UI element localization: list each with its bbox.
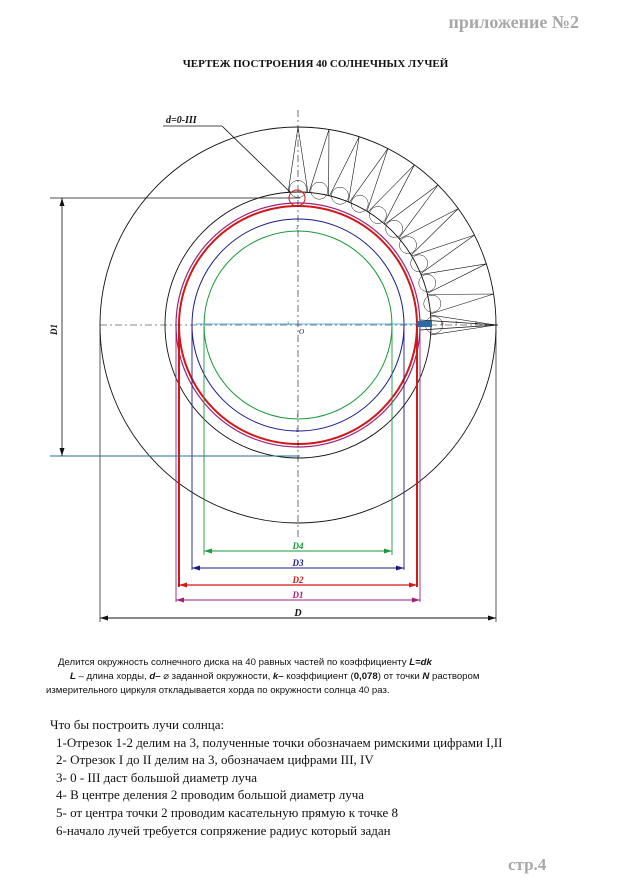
ray-base-arc [332,187,349,204]
mark-label: 1 [296,415,299,420]
step-2: 2- Отрезок I до II делим на 3, обозначаем цифрами III, IV [56,752,374,768]
step-3: 3- 0 - III даст большой диаметр луча [56,769,258,785]
center-label: O [299,328,305,336]
symbol-n: N [422,671,430,682]
description-text-2d: ) от точки [377,671,423,682]
callout-label: d=0-III [166,115,197,126]
description-text-1: Делится окружность солнечного диска на 40 равных частей по коэффициенту [58,657,410,668]
description-line-2 [46,670,566,684]
description-text-2a: – длина хорды, [75,671,150,682]
mark-label: 2 [296,226,299,231]
appendix-label: приложение №2 [448,12,579,32]
description [46,656,566,698]
ray [385,185,438,238]
step-5: 5- от центра точки 2 проводим касательную прямую к точке 8 [56,804,398,820]
ray-base-arc [419,275,436,292]
symbol-k: k– [272,671,284,682]
ray-base-arc [386,220,403,237]
dim-label-d1: D1 [292,590,304,600]
mark-label: 4 [390,322,393,327]
mark-label: 5 [296,429,299,434]
ray-base-arc [369,207,386,224]
dim-label-d4: D4 [292,541,304,551]
mark-label: 6 [441,322,444,327]
description-text-2c: коэффициент ( [283,671,354,682]
instructions-heading: Что бы построить лучи солнца: [50,717,225,732]
callout-leader [163,126,305,206]
ray [400,209,459,256]
small-marks [287,226,478,434]
description-line-1 [46,656,566,670]
ray-base-arc [424,295,441,312]
ray [349,149,388,212]
dim-label-d3: D3 [292,558,304,568]
step-6: 6-начало лучей требуется сопряжение радиус который задан [56,822,391,838]
vertical-dimension-d1 [50,198,300,456]
instructions [50,716,610,839]
ray [368,165,415,224]
ray-base-arc [400,237,417,254]
page-number: стр.4 [508,855,547,874]
ray [421,264,486,294]
step-4: 4- В центре деления 2 проводим большой диаметр луча [56,787,365,803]
description-text-2e: раствором [429,671,480,682]
mark-label: 7 [455,322,458,327]
dim-label-d: D [294,608,302,619]
vertical-dim-label: D1 [49,324,59,335]
ray-base-arc [311,182,328,199]
coefficient: 0,078 [353,671,378,682]
mark-label: 3 [287,322,290,327]
mark-label: 8 [475,322,478,327]
step-1: 1-Отрезок 1-2 делим на 3, полученные точки обозначаем римскими цифрами I,II [56,734,503,750]
description-line-3: измерительного циркуля откладывается хорда по окружности солнца 40 раз. [46,685,390,696]
drawing-title: ЧЕРТЕЖ ПОСТРОЕНИЯ 40 СОЛНЕЧНЫХ ЛУЧЕЙ [182,58,449,70]
symbol-l: L [70,671,76,682]
ray [412,235,475,274]
formula: L=dk [409,657,432,668]
ray [330,137,360,202]
symbol-d: d– [149,671,161,682]
dim-label-d2: D2 [292,575,304,585]
description-text-2b: ⌀ заданной окружности, [160,671,273,682]
